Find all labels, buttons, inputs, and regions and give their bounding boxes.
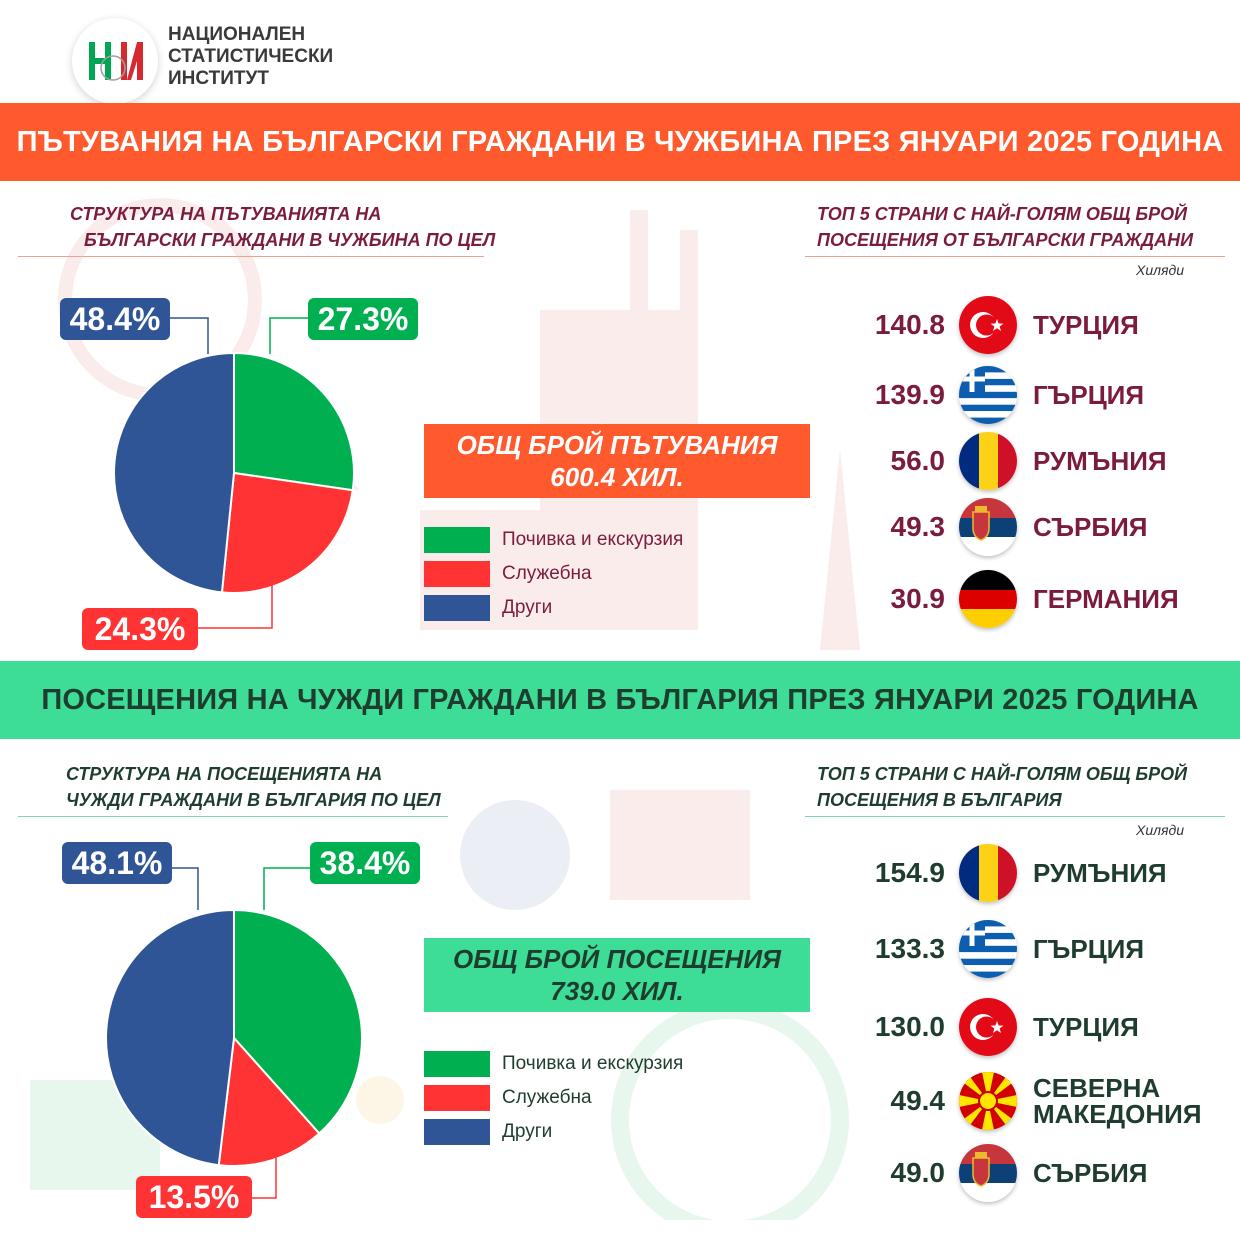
pie-title-line: БЪЛГАРСКИ ГРАЖДАНИ В ЧУЖБИНА ПО ЦЕЛ	[84, 230, 496, 250]
turkey-flag-icon	[959, 998, 1017, 1056]
section2-pie-title	[66, 761, 441, 813]
top-title-line: ТОП 5 СТРАНИ С НАЙ-ГОЛЯМ ОБЩ БРОЙ	[817, 764, 1188, 784]
logo-line: ИНСТИТУТ	[168, 68, 269, 89]
country-row	[835, 844, 1167, 902]
section2-banner	[0, 661, 1240, 739]
legend-label: Служебна	[502, 563, 592, 584]
section2-units: Хиляди	[1136, 822, 1185, 838]
total-value: 739.0 ХИЛ.	[550, 976, 684, 1006]
section1-banner-title: ПЪТУВАНИЯ НА БЪЛГАРСКИ ГРАЖДАНИ В ЧУЖБИНА ПРЕЗ ЯНУАРИ 2025 ГОДИНА	[16, 125, 1224, 158]
legend-swatch-red	[424, 561, 490, 587]
total-label: ОБЩ БРОЙ ПОСЕЩЕНИЯ	[453, 944, 781, 974]
country-value: 56.0	[890, 445, 945, 476]
romania-flag-icon	[959, 432, 1017, 490]
section2-banner-title: ПОСЕЩЕНИЯ НА ЧУЖДИ ГРАЖДАНИ В БЪЛГАРИЯ ПРЕЗ ЯНУАРИ 2025 ГОДИНА	[41, 683, 1199, 716]
nsi-logo-mark-icon	[83, 36, 147, 86]
greece-flag-icon	[959, 366, 1017, 424]
legend-label: Почивка и екскурзия	[502, 1053, 684, 1074]
legend-item-business	[424, 561, 683, 587]
pie-title-line: СТРУКТУРА НА ПОСЕЩЕНИЯТА НА	[66, 764, 383, 784]
pie-data-label: 13.5%	[148, 1179, 240, 1215]
section1-total-box	[424, 424, 810, 498]
country-name: ГЪРЦИЯ	[1033, 380, 1145, 410]
section1-legend	[424, 527, 683, 621]
country-row	[835, 570, 1179, 628]
pie-title-line: ЧУЖДИ ГРАЖДАНИ В БЪЛГАРИЯ ПО ЦЕЛ	[66, 790, 441, 810]
country-name: ГЪРЦИЯ	[1033, 934, 1145, 964]
top-title-line: ПОСЕЩЕНИЯ В БЪЛГАРИЯ	[817, 790, 1062, 810]
top-title-line: ТОП 5 СТРАНИ С НАЙ-ГОЛЯМ ОБЩ БРОЙ	[817, 204, 1188, 224]
legend-item-other	[424, 595, 683, 621]
section1-top5-list	[835, 296, 1235, 636]
country-name: ТУРЦИЯ	[1033, 310, 1139, 340]
greece-flag-icon	[959, 920, 1017, 978]
legend-swatch-blue	[424, 1119, 490, 1145]
country-row	[835, 498, 1147, 556]
country-row	[835, 432, 1167, 490]
country-row	[835, 1144, 1147, 1202]
section1-top-divider	[805, 256, 1225, 257]
pie-data-label: 27.3%	[317, 301, 409, 337]
section1-pie-divider	[18, 256, 484, 257]
country-name: РУМЪНИЯ	[1033, 858, 1167, 888]
legend-swatch-red	[424, 1085, 490, 1111]
legend-label: Служебна	[502, 1087, 592, 1108]
legend-item-leisure	[424, 1051, 683, 1077]
pie-leader-line	[270, 318, 308, 354]
section1-pie-title	[70, 201, 495, 253]
legend-label: Други	[502, 1121, 553, 1142]
romania-flag-icon	[959, 844, 1017, 902]
pie-slice	[114, 353, 234, 592]
country-value: 140.8	[874, 309, 945, 340]
country-row	[835, 920, 1144, 978]
country-value: 30.9	[890, 583, 945, 614]
section2-pie-chart	[30, 838, 450, 1228]
pie-data-label: 24.3%	[94, 611, 186, 647]
section2-top-divider	[805, 816, 1225, 817]
north-macedonia-flag-icon	[959, 1072, 1017, 1130]
country-row	[835, 366, 1144, 424]
logo-line: НАЦИОНАЛЕН	[168, 24, 306, 45]
serbia-flag-icon	[959, 498, 1017, 556]
serbia-flag-icon	[959, 1144, 1017, 1202]
section1-banner	[0, 103, 1240, 181]
section2-top-title	[817, 761, 1187, 813]
country-name: СЕВЕРНА МАКЕДОНИЯ	[1033, 1073, 1202, 1129]
country-value: 49.3	[890, 511, 945, 542]
country-value: 133.3	[874, 933, 945, 964]
country-value: 139.9	[874, 379, 945, 410]
section2-top5-list	[835, 840, 1235, 1220]
top-title-line: ПОСЕЩЕНИЯ ОТ БЪЛГАРСКИ ГРАЖДАНИ	[817, 230, 1194, 250]
country-row	[835, 1072, 1202, 1130]
pie-title-line: СТРУКТУРА НА ПЪТУВАНИЯТА НА	[70, 204, 382, 224]
country-value: 130.0	[874, 1011, 945, 1042]
legend-label: Други	[502, 597, 553, 618]
legend-swatch-green	[424, 1051, 490, 1077]
pie-data-label: 48.4%	[69, 301, 161, 337]
legend-item-other	[424, 1119, 683, 1145]
nsi-logo	[72, 18, 158, 104]
country-value: 154.9	[874, 857, 945, 888]
country-name: СЪРБИЯ	[1033, 512, 1148, 542]
pie-slice	[234, 353, 354, 490]
country-name: РУМЪНИЯ	[1033, 446, 1167, 476]
section2-total-box	[424, 938, 810, 1012]
logo-line: СТАТИСТИЧЕСКИ	[168, 46, 334, 67]
country-value: 49.4	[890, 1085, 945, 1116]
germany-flag-icon	[959, 570, 1017, 628]
pie-leader-line	[170, 318, 208, 354]
country-row	[835, 998, 1139, 1056]
country-value: 49.0	[890, 1157, 945, 1188]
legend-item-leisure	[424, 527, 683, 553]
pie-slice	[222, 473, 353, 593]
pie-data-label: 48.1%	[71, 845, 163, 881]
legend-label: Почивка и екскурзия	[502, 529, 684, 550]
section2-pie-divider	[18, 816, 448, 817]
pie-data-label: 38.4%	[319, 845, 411, 881]
country-row	[835, 296, 1139, 354]
section2-legend	[424, 1051, 683, 1145]
legend-item-business	[424, 1085, 683, 1111]
total-label: ОБЩ БРОЙ ПЪТУВАНИЯ	[456, 430, 778, 460]
country-name: ГЕРМАНИЯ	[1033, 584, 1179, 614]
section1-units: Хиляди	[1136, 262, 1185, 278]
country-name: СЪРБИЯ	[1033, 1158, 1148, 1188]
pie-leader-line	[264, 868, 310, 910]
turkey-flag-icon	[959, 296, 1017, 354]
total-value: 600.4 ХИЛ.	[550, 462, 684, 492]
legend-swatch-blue	[424, 595, 490, 621]
pie-slice	[106, 910, 234, 1165]
country-name: ТУРЦИЯ	[1033, 1012, 1139, 1042]
nsi-logo-text	[168, 24, 333, 90]
section1-pie-chart	[40, 280, 460, 660]
section1-top-title	[817, 201, 1193, 253]
legend-swatch-green	[424, 527, 490, 553]
pie-leader-line	[172, 868, 198, 910]
